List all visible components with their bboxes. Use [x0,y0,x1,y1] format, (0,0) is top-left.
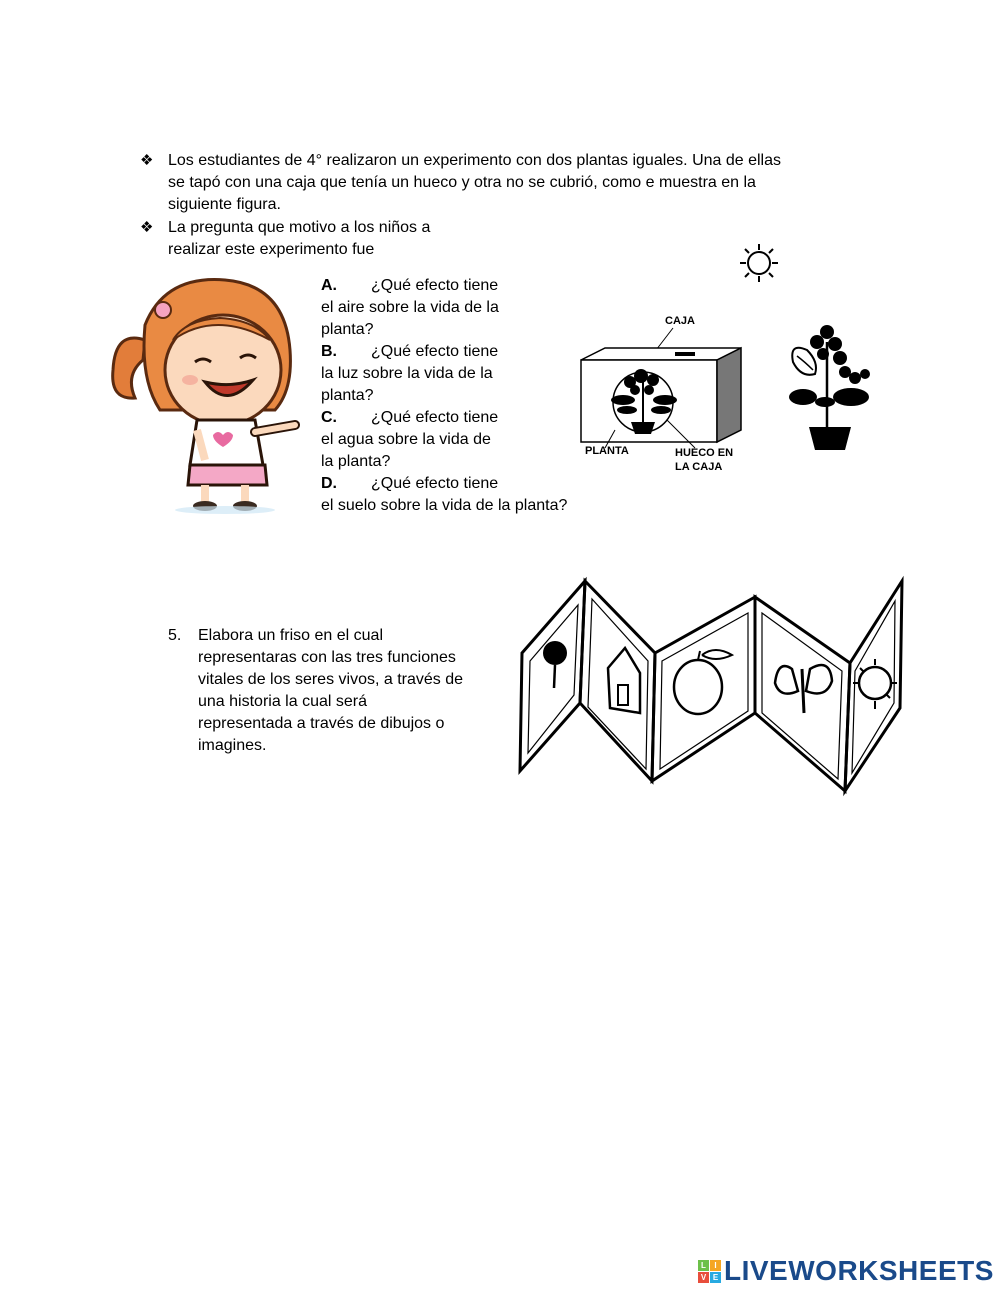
uncovered-plant-illustration [785,322,880,452]
label-hueco-1: HUECO EN [675,447,734,459]
option-b: B. ¿Qué efecto tiene la luz sobre la vida de la planta? [321,343,499,404]
frieze-illustration [510,573,910,798]
label-planta: PLANTA [585,445,629,457]
question-5-text: Elabora un friso en el cual representaras con las tres funciones vitales de los seres vivos, a través de una historia la cual será representada a través de dibujos o imagines. [198,627,464,754]
option-a: A. ¿Qué efecto tiene el aire sobre la vida de la planta? [321,277,499,338]
bullet-2-text: La pregunta que motivo a los niños a realizar este experimento fue [168,219,431,258]
diamond-bullet-icon: ❖ [140,152,154,169]
label-hueco-2: LA CAJA [675,461,723,473]
logo-mark-icon: L I V E [698,1260,721,1283]
sun-icon [738,242,780,284]
girl-pointing-illustration [105,270,310,515]
label-caja: CAJA [665,315,695,327]
liveworksheets-logo [698,1256,994,1286]
options-list [321,275,611,517]
diamond-bullet-icon: ❖ [140,219,154,236]
experiment-box-figure [575,310,765,480]
option-d: D. ¿Qué efecto tiene el suelo sobre la vida de la planta? [321,475,568,514]
logo-text: LIVEWORKSHEETS [724,1255,994,1286]
bullet-1-text: Los estudiantes de 4° realizaron un experimento con dos plantas iguales. Una de ellas se tapó con una caja que tenía un hueco y otra no se cubrió, como e muestra en la siguiente figura. [168,152,782,213]
question-number: 5. [168,627,182,644]
option-c: C. ¿Qué efecto tiene el agua sobre la vida de la planta? [321,409,499,470]
